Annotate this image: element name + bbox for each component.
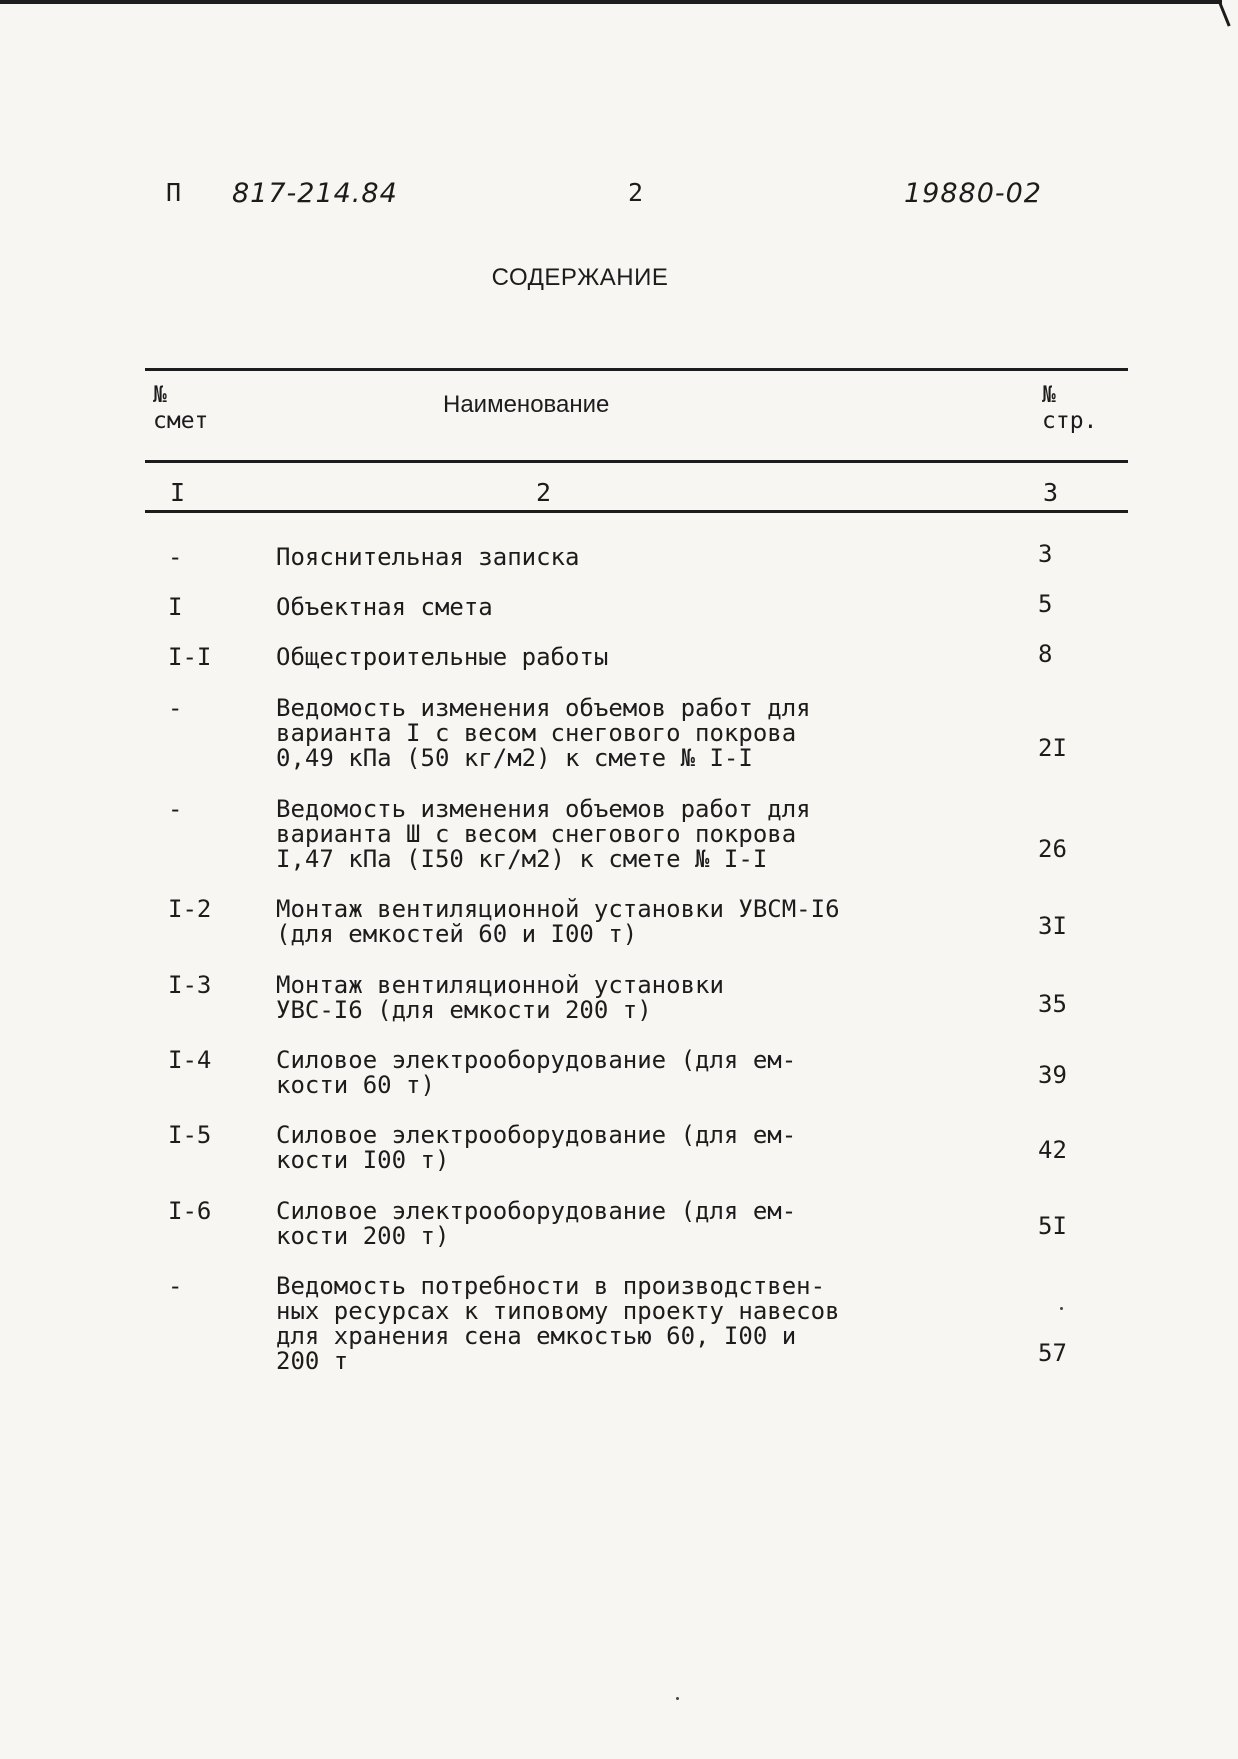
- row-name: Общестроительные работы: [276, 643, 609, 671]
- scan-speck: [1060, 1307, 1063, 1310]
- row-name: Силовое электрооборудование (для ем- кости I00 т): [276, 1121, 797, 1174]
- document-code: 817-214.84: [232, 178, 398, 209]
- row-code: I-3: [168, 971, 212, 999]
- header-page-number: № стр.: [1042, 382, 1098, 434]
- header-estimate-number: № смет: [153, 382, 209, 434]
- row-code: I: [168, 593, 183, 621]
- row-page: 39: [1038, 1061, 1067, 1089]
- row-page: 3: [1038, 540, 1053, 568]
- column-number-rule: [145, 510, 1128, 513]
- row-code: I-I: [168, 643, 212, 671]
- row-code: -: [168, 694, 183, 722]
- row-name: Силовое электрооборудование (для ем- кости 60 т): [276, 1046, 797, 1099]
- row-page: 35: [1038, 990, 1067, 1018]
- row-page: 42: [1038, 1136, 1067, 1164]
- row-name: Объектная смета: [276, 593, 493, 621]
- row-page: 2I: [1038, 734, 1067, 762]
- table-top-rule: [145, 368, 1128, 371]
- row-name: Пояснительная записка: [276, 543, 580, 571]
- row-code: I-6: [168, 1197, 212, 1225]
- row-code: -: [168, 795, 183, 823]
- header-letter: П: [166, 178, 182, 207]
- row-name: Силовое электрооборудование (для ем- кости 200 т): [276, 1197, 797, 1250]
- row-name: Монтаж вентиляционной установки УВС-I6 (для емкости 200 т): [276, 971, 724, 1024]
- row-name: Ведомость изменения объемов работ для варианта Ш с весом снегового покрова I,47 кПа (I50 кг/м2) к смете № I-I: [276, 795, 811, 873]
- row-page: 8: [1038, 640, 1053, 668]
- page-title: СОДЕРЖАНИЕ: [491, 264, 669, 291]
- header-name: Наименование: [443, 391, 610, 418]
- row-name: Монтаж вентиляционной установки УВСМ-I6 (для емкостей 60 и I00 т): [276, 895, 840, 948]
- top-border-line: [0, 0, 1222, 4]
- row-page: 5: [1038, 590, 1053, 618]
- row-name: Ведомость потребности в производствен- ных ресурсах к типовому проекту навесов для хранения сена емкостью 60, I00 и 200 т: [276, 1272, 840, 1375]
- header-bottom-rule: [145, 460, 1128, 463]
- inventory-number: 19880-02: [904, 178, 1042, 209]
- row-code: -: [168, 1272, 183, 1300]
- corner-mark: [1218, 1, 1231, 26]
- page-number: 2: [628, 178, 644, 207]
- column-number-3: 3: [1043, 478, 1059, 507]
- row-name: Ведомость изменения объемов работ для варианта I с весом снегового покрова 0,49 кПа (50 кг/м2) к смете № I-I: [276, 694, 811, 772]
- row-page: 5I: [1038, 1212, 1067, 1240]
- column-number-2: 2: [536, 478, 552, 507]
- row-page: 57: [1038, 1339, 1067, 1367]
- column-number-1: I: [170, 478, 186, 507]
- row-code: -: [168, 543, 183, 571]
- scan-speck: [676, 1697, 679, 1700]
- row-page: 26: [1038, 835, 1067, 863]
- row-code: I-5: [168, 1121, 212, 1149]
- row-page: 3I: [1038, 912, 1067, 940]
- row-code: I-4: [168, 1046, 212, 1074]
- row-code: I-2: [168, 895, 212, 923]
